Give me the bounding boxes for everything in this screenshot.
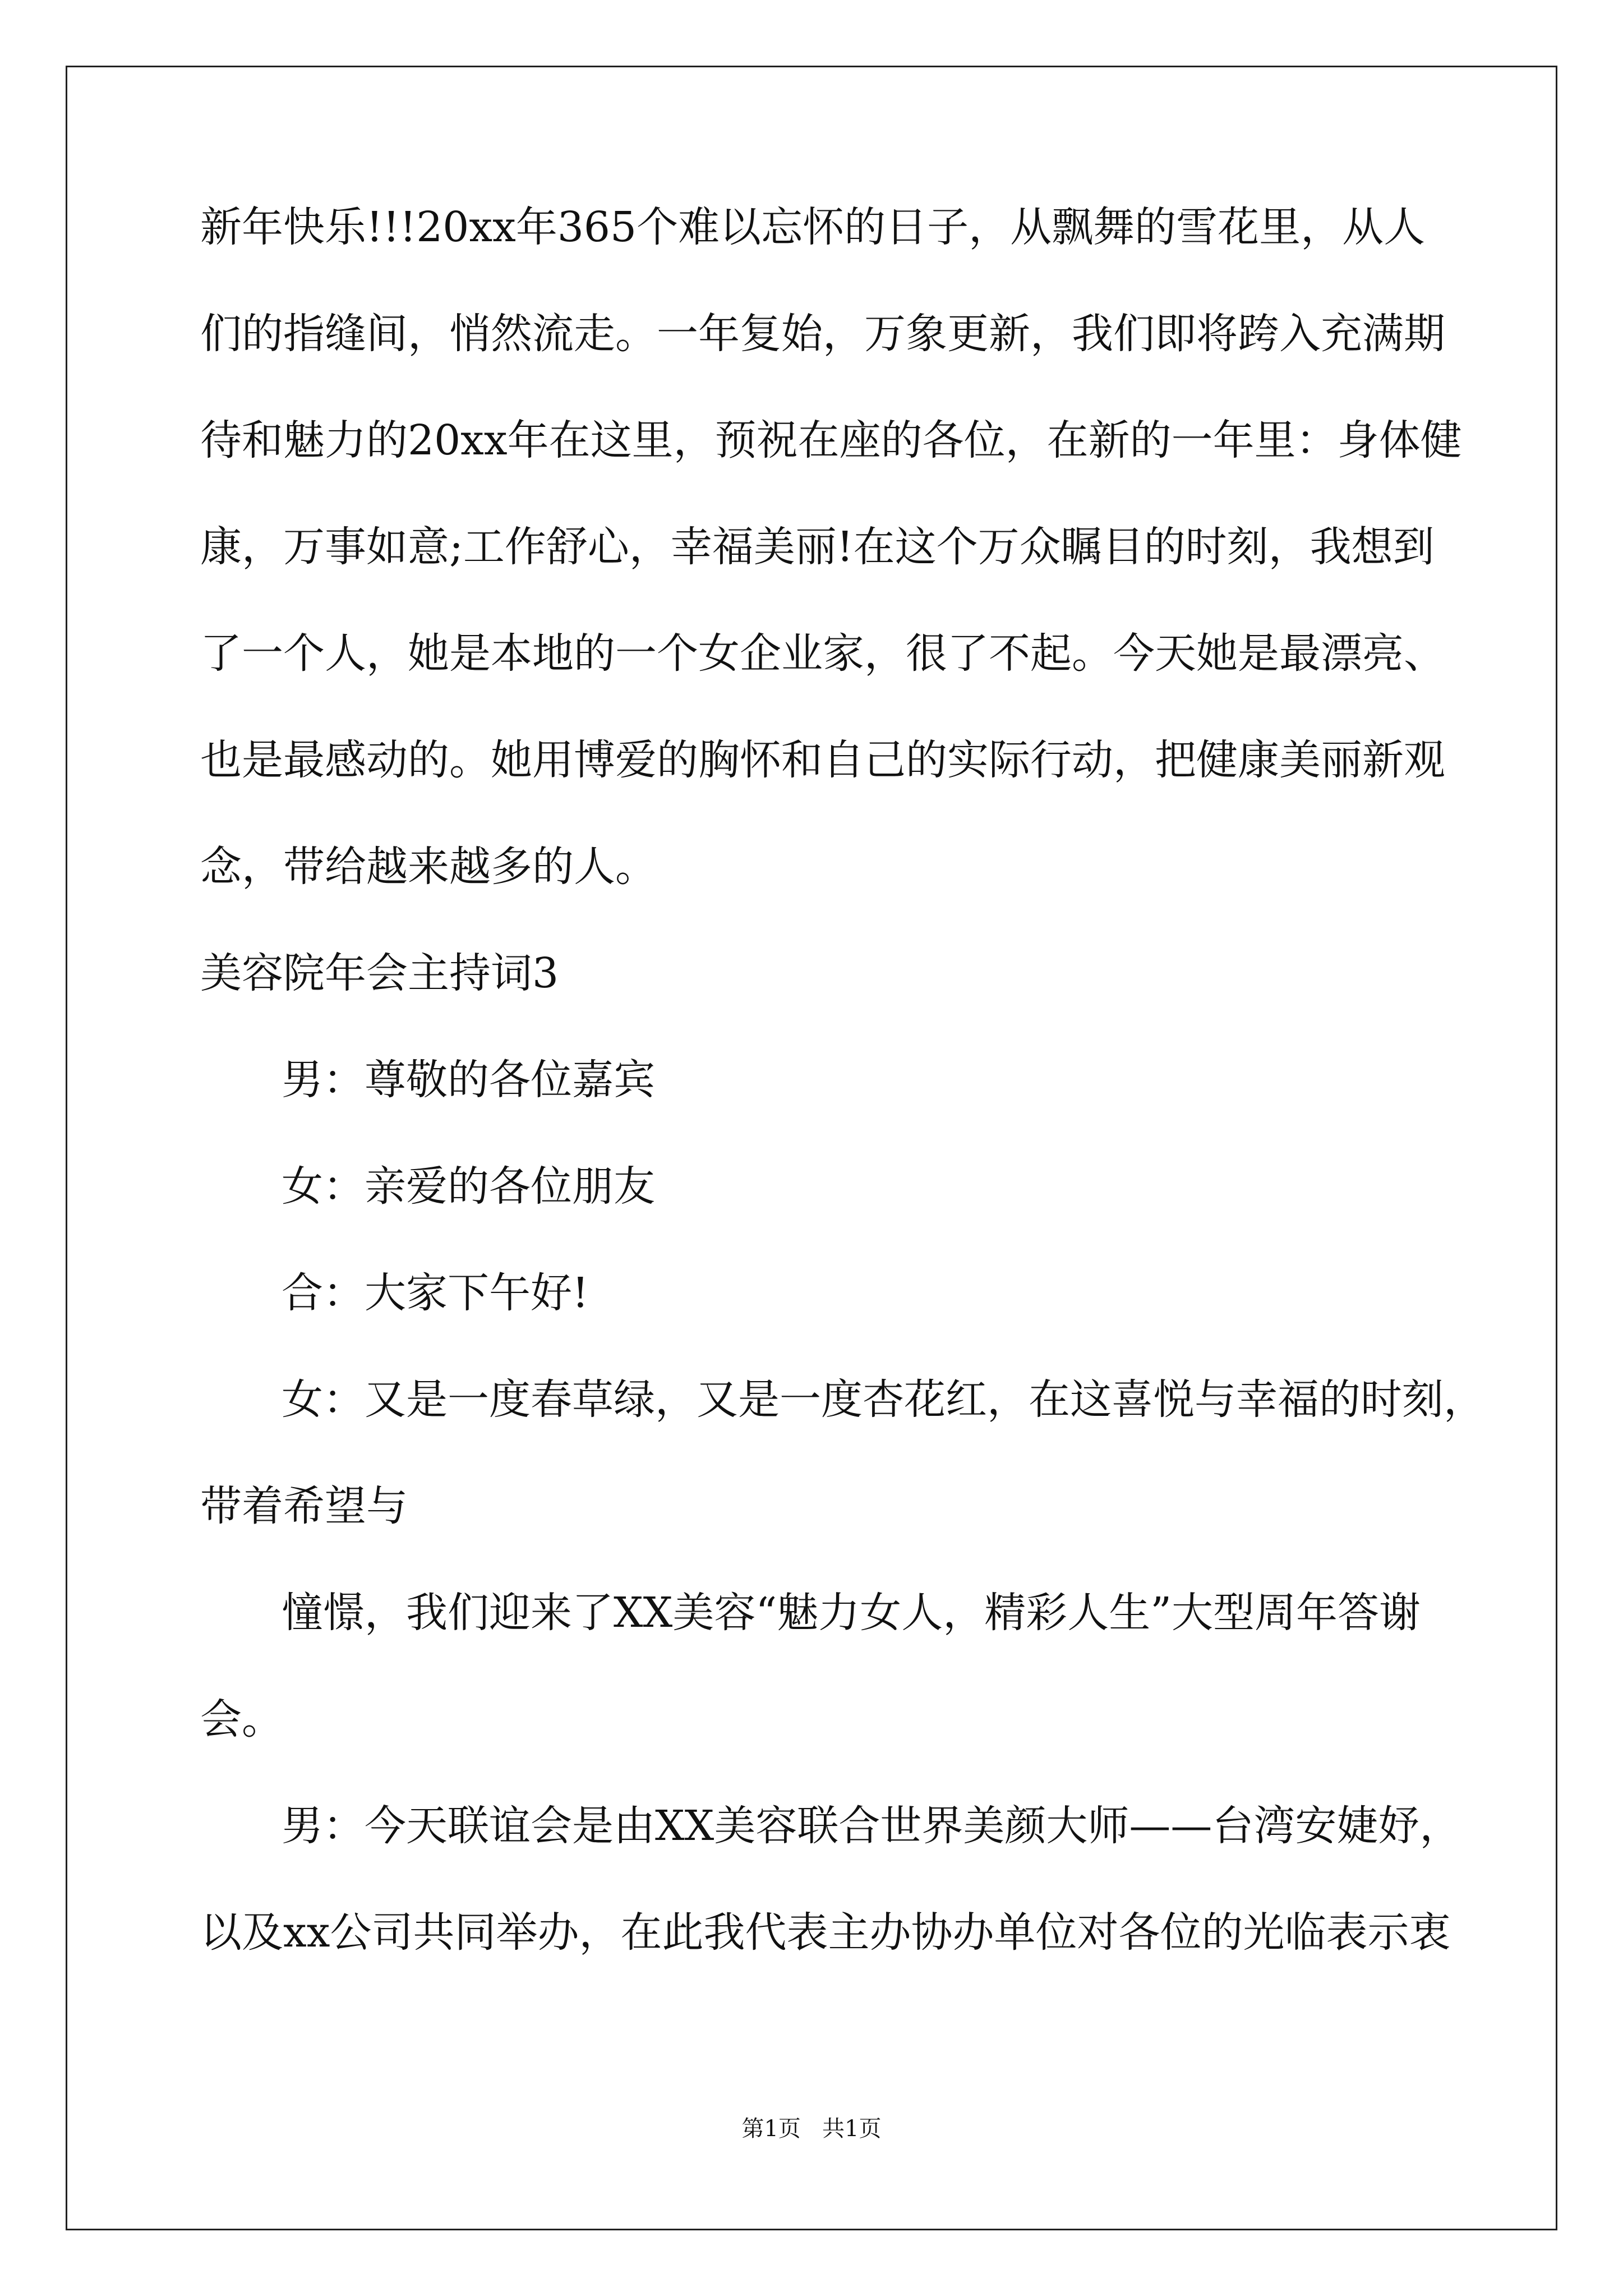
paragraph-line: 以及xx公司共同举办，在此我代表主办协办单位对各位的光临表示衷 bbox=[200, 1908, 1451, 1957]
dialogue-line: 女：亲爱的各位朋友 bbox=[282, 1162, 655, 1211]
paragraph-line: 念，带给越来越多的人。 bbox=[200, 843, 657, 891]
paragraph-line: 们的指缝间，悄然流走。一年复始，万象更新，我们即将跨入充满期 bbox=[200, 310, 1445, 358]
paragraph-line: 了一个人，她是本地的一个女企业家，很了不起。今天她是最漂亮、 bbox=[200, 629, 1445, 678]
section-heading: 美容院年会主持词3 bbox=[200, 949, 559, 997]
dialogue-line: 合：大家下午好! bbox=[282, 1269, 589, 1317]
dialogue-line: 男：尊敬的各位嘉宾 bbox=[282, 1056, 655, 1104]
paragraph-line: 待和魅力的20xx年在这里，预祝在座的各位，在新的一年里：身体健 bbox=[200, 416, 1462, 464]
paragraph-line: 也是最感动的。她用博爱的胸怀和自己的实际行动，把健康美丽新观 bbox=[200, 736, 1445, 784]
dialogue-line: 男：今天联谊会是由XX美容联合世界美颜大师——台湾安婕妤， bbox=[282, 1802, 1461, 1850]
paragraph-line: 新年快乐!!!20xx年365个难以忘怀的日子，从飘舞的雪花里，从人 bbox=[200, 203, 1426, 251]
paragraph-line: 带着希望与 bbox=[200, 1482, 408, 1530]
page-number-footer: 第1页 共1页 bbox=[741, 2116, 882, 2142]
paragraph-line: 憧憬，我们迎来了XX美容“魅力女人，精彩人生”大型周年答谢 bbox=[282, 1589, 1421, 1637]
dialogue-line: 女：又是一度春草绿，又是一度杏花红，在这喜悦与幸福的时刻， bbox=[282, 1375, 1485, 1424]
paragraph-line: 会。 bbox=[200, 1695, 283, 1743]
paragraph-line: 康，万事如意;工作舒心，幸福美丽!在这个万众瞩目的时刻，我想到 bbox=[200, 523, 1435, 571]
